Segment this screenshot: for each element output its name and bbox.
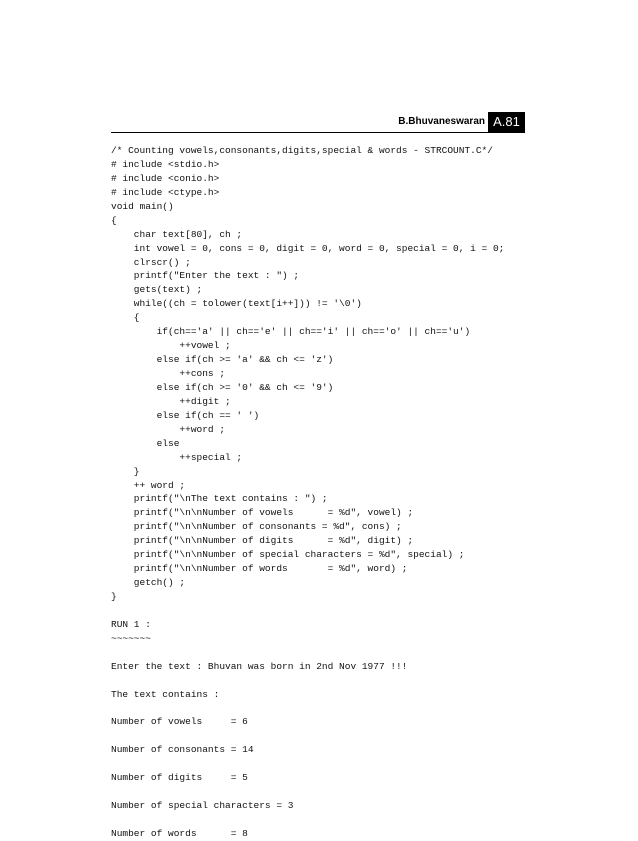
code-line: void main()	[111, 200, 174, 212]
code-line: ++vowel ;	[111, 340, 231, 352]
code-line: ++word ;	[111, 423, 226, 435]
code-line: Number of words = 8	[111, 827, 248, 839]
code-line: clrscr() ;	[111, 256, 191, 268]
code-line	[111, 785, 531, 799]
code-line: ++ word ;	[111, 479, 186, 491]
code-line: }	[111, 591, 117, 602]
code-line: ~~~~~~~	[111, 632, 151, 644]
code-listing	[111, 144, 531, 841]
code-line: }	[111, 465, 140, 477]
code-line: else	[111, 437, 180, 449]
code-line: # include <conio.h>	[111, 172, 220, 184]
code-line: Number of consonants = 14	[111, 744, 254, 756]
code-line: The text contains :	[111, 688, 220, 700]
code-line: Number of vowels = 6	[111, 716, 248, 728]
code-line: Number of digits = 5	[111, 772, 248, 784]
code-line	[111, 604, 531, 618]
code-line: {	[111, 214, 117, 226]
code-line: printf("\n\nNumber of consonants = %d", cons) ;	[111, 521, 402, 533]
code-line: gets(text) ;	[111, 284, 203, 296]
code-line	[111, 674, 531, 688]
code-line: RUN 1 :	[111, 618, 151, 630]
code-line: getch() ;	[111, 577, 186, 589]
code-line	[111, 702, 531, 716]
page-header	[111, 112, 525, 133]
code-line: if(ch=='a' || ch=='e' || ch=='i' || ch=='o' || ch=='u')	[111, 326, 471, 338]
code-line: printf("\nThe text contains : ") ;	[111, 493, 328, 505]
code-line: while((ch = tolower(text[i++])) != '\0')	[111, 298, 362, 310]
code-line: printf("\n\nNumber of digits = %d", digit) ;	[111, 535, 414, 547]
code-line	[111, 757, 531, 771]
code-line: printf("\n\nNumber of words = %d", word) ;	[111, 563, 408, 575]
code-line: Number of special characters = 3	[111, 800, 294, 812]
code-line: printf("Enter the text : ") ;	[111, 270, 300, 282]
code-line: ++cons ;	[111, 368, 226, 379]
code-line: {	[111, 312, 140, 324]
code-line: # include <ctype.h>	[111, 186, 220, 198]
code-line: else if(ch >= 'a' && ch <= 'z')	[111, 354, 334, 366]
code-line: # include <stdio.h>	[111, 158, 220, 170]
code-line: printf("\n\nNumber of vowels = %d", vowel) ;	[111, 507, 414, 519]
code-line	[111, 813, 531, 827]
code-line	[111, 646, 531, 660]
code-line: ++digit ;	[111, 395, 231, 407]
code-line: ++special ;	[111, 451, 243, 463]
code-line: Enter the text : Bhuvan was born in 2nd Nov 1977 !!!	[111, 660, 408, 672]
code-line: int vowel = 0, cons = 0, digit = 0, word = 0, special = 0, i = 0;	[111, 242, 505, 254]
code-line: /* Counting vowels,consonants,digits,special & words - STRCOUNT.C*/	[111, 145, 493, 156]
code-line: printf("\n\nNumber of special characters = %d", special) ;	[111, 549, 465, 561]
code-line	[111, 729, 531, 743]
author-name: B.Bhuvaneswaran	[398, 116, 485, 127]
code-line: char text[80], ch ;	[111, 228, 243, 240]
code-line: else if(ch == ' ')	[111, 409, 260, 421]
page-number: A.81	[488, 112, 525, 132]
code-line: else if(ch >= '0' && ch <= '9')	[111, 381, 334, 393]
